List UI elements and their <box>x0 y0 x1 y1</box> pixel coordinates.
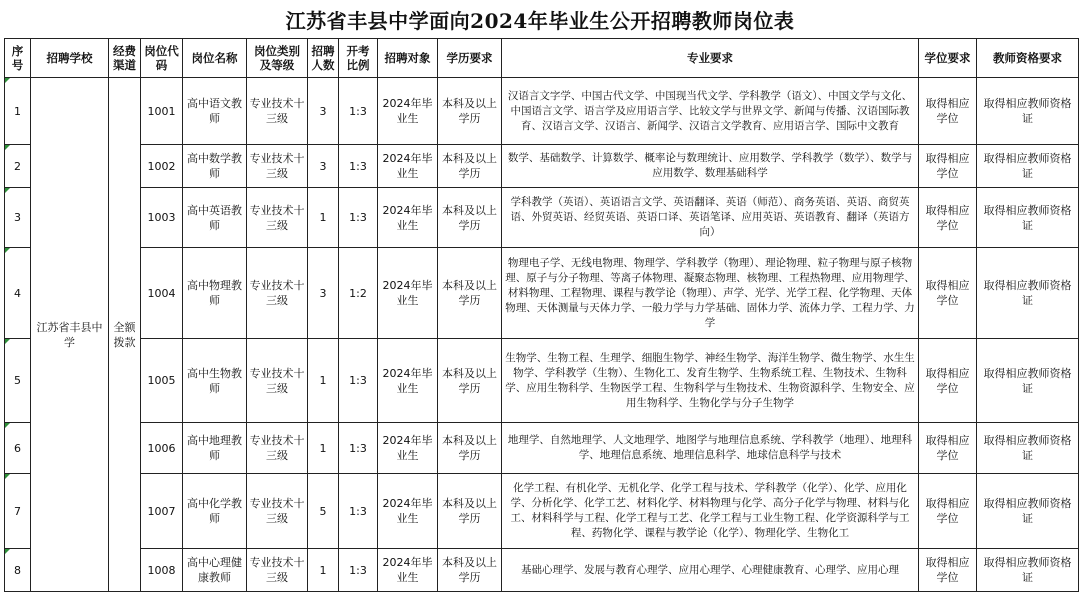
row-degree: 取得相应学位 <box>919 423 977 474</box>
row-code: 1002 <box>141 145 183 188</box>
row-education: 本科及以上学历 <box>438 248 502 339</box>
row-qualification: 取得相应教师资格证 <box>977 78 1079 145</box>
cell-corner-marker <box>5 549 10 554</box>
table-row <box>5 145 1079 188</box>
row-count: 1 <box>308 339 339 423</box>
row-education: 本科及以上学历 <box>438 423 502 474</box>
row-ratio: 1:3 <box>339 423 378 474</box>
row-name: 高中物理教师 <box>183 248 247 339</box>
row-major: 学科教学（英语）、英语语言文学、英语翻译、英语（师范）、商务英语、英语、商贸英语、外贸英语、经贸英语、英语口译、英语笔译、应用英语、英语教育、翻译（英语方向） <box>502 188 919 248</box>
row-degree: 取得相应学位 <box>919 188 977 248</box>
sheet-title: 江苏省丰县中学面向2024年毕业生公开招聘教师岗位表 <box>285 8 795 33</box>
row-qualification: 取得相应教师资格证 <box>977 248 1079 339</box>
row-seq-text: 2 <box>14 159 21 173</box>
row-major: 生物学、生物工程、生理学、细胞生物学、神经生物学、海洋生物学、微生物学、水生生物学、学科教学（生物）、生物化工、发育生物学、生物系统工程、生物技术、生物科学、应用生物科学、生物医学工程、生物科学与生物技术、生物资源科学、生物安全、应用生物科学、生物化学与分子生物学 <box>502 339 919 423</box>
row-education: 本科及以上学历 <box>438 145 502 188</box>
header-qualification: 教师资格要求 <box>977 39 1079 78</box>
row-seq-text: 4 <box>14 286 21 300</box>
row-education: 本科及以上学历 <box>438 78 502 145</box>
row-ratio: 1:3 <box>339 78 378 145</box>
row-seq-text: 6 <box>14 441 21 455</box>
row-seq-text: 7 <box>14 504 21 518</box>
row-code: 1008 <box>141 549 183 592</box>
row-degree: 取得相应学位 <box>919 549 977 592</box>
row-major: 汉语言文字学、中国古代文学、中国现当代文学、学科教学（语文）、中国文学与文化、中国语言文学、语言学及应用语言学、比较文学与世界文学、新闻与传播、汉语国际教育、汉语言文学、汉语言、新闻学、汉语言文学教育、应用语言学、国际中文教育 <box>502 78 919 145</box>
row-degree: 取得相应学位 <box>919 78 977 145</box>
row-code: 1004 <box>141 248 183 339</box>
table-row <box>5 339 1079 423</box>
table-row <box>5 248 1079 339</box>
row-ratio: 1:3 <box>339 339 378 423</box>
row-seq <box>5 145 31 188</box>
row-ratio: 1:3 <box>339 474 378 549</box>
header-ratio: 开考比例 <box>339 39 378 78</box>
row-name: 高中心理健康教师 <box>183 549 247 592</box>
cell-corner-marker <box>5 188 10 193</box>
positions-table <box>4 38 1079 592</box>
header-count: 招聘人数 <box>308 39 339 78</box>
row-education: 本科及以上学历 <box>438 188 502 248</box>
row-target: 2024年毕业生 <box>378 78 438 145</box>
row-degree: 取得相应学位 <box>919 339 977 423</box>
row-seq <box>5 423 31 474</box>
table-row <box>5 78 1079 145</box>
row-seq <box>5 474 31 549</box>
row-education: 本科及以上学历 <box>438 549 502 592</box>
cell-corner-marker <box>5 339 10 344</box>
row-category: 专业技术十三级 <box>247 474 308 549</box>
row-seq <box>5 549 31 592</box>
row-seq-text: 8 <box>14 563 21 577</box>
row-seq <box>5 339 31 423</box>
row-education: 本科及以上学历 <box>438 474 502 549</box>
row-category: 专业技术十三级 <box>247 248 308 339</box>
row-target: 2024年毕业生 <box>378 549 438 592</box>
row-target: 2024年毕业生 <box>378 248 438 339</box>
row-count: 5 <box>308 474 339 549</box>
row-ratio: 1:3 <box>339 188 378 248</box>
row-name: 高中地理教师 <box>183 423 247 474</box>
row-count: 1 <box>308 188 339 248</box>
row-code: 1003 <box>141 188 183 248</box>
row-ratio: 1:3 <box>339 145 378 188</box>
table-row <box>5 474 1079 549</box>
row-qualification: 取得相应教师资格证 <box>977 423 1079 474</box>
row-target: 2024年毕业生 <box>378 474 438 549</box>
row-seq-text: 1 <box>14 104 21 118</box>
row-code: 1007 <box>141 474 183 549</box>
cell-corner-marker <box>5 248 10 253</box>
row-name: 高中化学教师 <box>183 474 247 549</box>
row-name: 高中英语教师 <box>183 188 247 248</box>
row-category: 专业技术十三级 <box>247 78 308 145</box>
school-cell: 江苏省丰县中学 <box>31 78 109 592</box>
row-count: 1 <box>308 423 339 474</box>
row-target: 2024年毕业生 <box>378 339 438 423</box>
row-qualification: 取得相应教师资格证 <box>977 549 1079 592</box>
header-funding: 经费渠道 <box>109 39 141 78</box>
funding-cell: 全额拨款 <box>109 78 141 592</box>
row-degree: 取得相应学位 <box>919 474 977 549</box>
row-count: 3 <box>308 78 339 145</box>
row-major: 数学、基础数学、计算数学、概率论与数理统计、应用数学、学科教学（数学）、数学与应用数学、数理基础科学 <box>502 145 919 188</box>
row-qualification: 取得相应教师资格证 <box>977 474 1079 549</box>
header-seq: 序号 <box>5 39 31 78</box>
row-seq <box>5 248 31 339</box>
header-row <box>5 39 1079 78</box>
row-code: 1005 <box>141 339 183 423</box>
header-target: 招聘对象 <box>378 39 438 78</box>
row-code: 1006 <box>141 423 183 474</box>
row-seq <box>5 78 31 145</box>
row-qualification: 取得相应教师资格证 <box>977 339 1079 423</box>
row-major: 基础心理学、发展与教育心理学、应用心理学、心理健康教育、心理学、应用心理 <box>502 549 919 592</box>
row-seq-text: 3 <box>14 211 21 224</box>
row-category: 专业技术十三级 <box>247 339 308 423</box>
row-ratio: 1:3 <box>339 549 378 592</box>
header-category: 岗位类别及等级 <box>247 39 308 78</box>
table-row <box>5 549 1079 592</box>
row-category: 专业技术十三级 <box>247 423 308 474</box>
row-count: 3 <box>308 248 339 339</box>
row-education: 本科及以上学历 <box>438 339 502 423</box>
row-count: 3 <box>308 145 339 188</box>
table-row <box>5 188 1079 248</box>
row-seq <box>5 188 31 248</box>
row-major: 物理电子学、无线电物理、物理学、学科教学（物理）、理论物理、粒子物理与原子核物理、原子与分子物理、等离子体物理、凝聚态物理、核物理、工程热物理、应用物理学、材料物理、工程物理、课程与教学论（物理）、声学、光学、光学工程、化学物理、天体物理、天体测量与天体力学、一般力学与力学基础、固体力学、流体力学、工程力学、力学 <box>502 248 919 339</box>
cell-corner-marker <box>5 78 10 83</box>
row-name: 高中语文教师 <box>183 78 247 145</box>
table-row <box>5 423 1079 474</box>
cell-corner-marker <box>5 145 10 150</box>
row-count: 1 <box>308 549 339 592</box>
row-category: 专业技术十三级 <box>247 549 308 592</box>
row-name: 高中生物教师 <box>183 339 247 423</box>
row-code: 1001 <box>141 78 183 145</box>
row-category: 专业技术十三级 <box>247 145 308 188</box>
row-category: 专业技术十三级 <box>247 188 308 248</box>
header-school: 招聘学校 <box>31 39 109 78</box>
row-major: 化学工程、有机化学、无机化学、化学工程与技术、学科教学（化学）、化学、应用化学、分析化学、化学工艺、材料化学、材料物理与化学、高分子化学与物理、材料与化工、材料科学与工程、化学工程与工艺、化学工程与工业生物工程、化学资源科学与工程、药物化学、课程与教学论（化学）、物理化学、生物化工 <box>502 474 919 549</box>
row-major: 地理学、自然地理学、人文地理学、地图学与地理信息系统、学科教学（地理）、地理科学、地理信息系统、地理信息科学、地球信息科学与技术 <box>502 423 919 474</box>
row-name: 高中数学教师 <box>183 145 247 188</box>
row-ratio: 1:2 <box>339 248 378 339</box>
cell-corner-marker <box>5 423 10 428</box>
header-education: 学历要求 <box>438 39 502 78</box>
cell-corner-marker <box>5 474 10 479</box>
row-degree: 取得相应学位 <box>919 248 977 339</box>
row-qualification: 取得相应教师资格证 <box>977 188 1079 248</box>
row-target: 2024年毕业生 <box>378 423 438 474</box>
header-major: 专业要求 <box>502 39 919 78</box>
row-seq-text: 5 <box>14 374 21 387</box>
row-degree: 取得相应学位 <box>919 145 977 188</box>
row-target: 2024年毕业生 <box>378 188 438 248</box>
header-code: 岗位代码 <box>141 39 183 78</box>
row-target: 2024年毕业生 <box>378 145 438 188</box>
header-name: 岗位名称 <box>183 39 247 78</box>
header-degree: 学位要求 <box>919 39 977 78</box>
row-qualification: 取得相应教师资格证 <box>977 145 1079 188</box>
